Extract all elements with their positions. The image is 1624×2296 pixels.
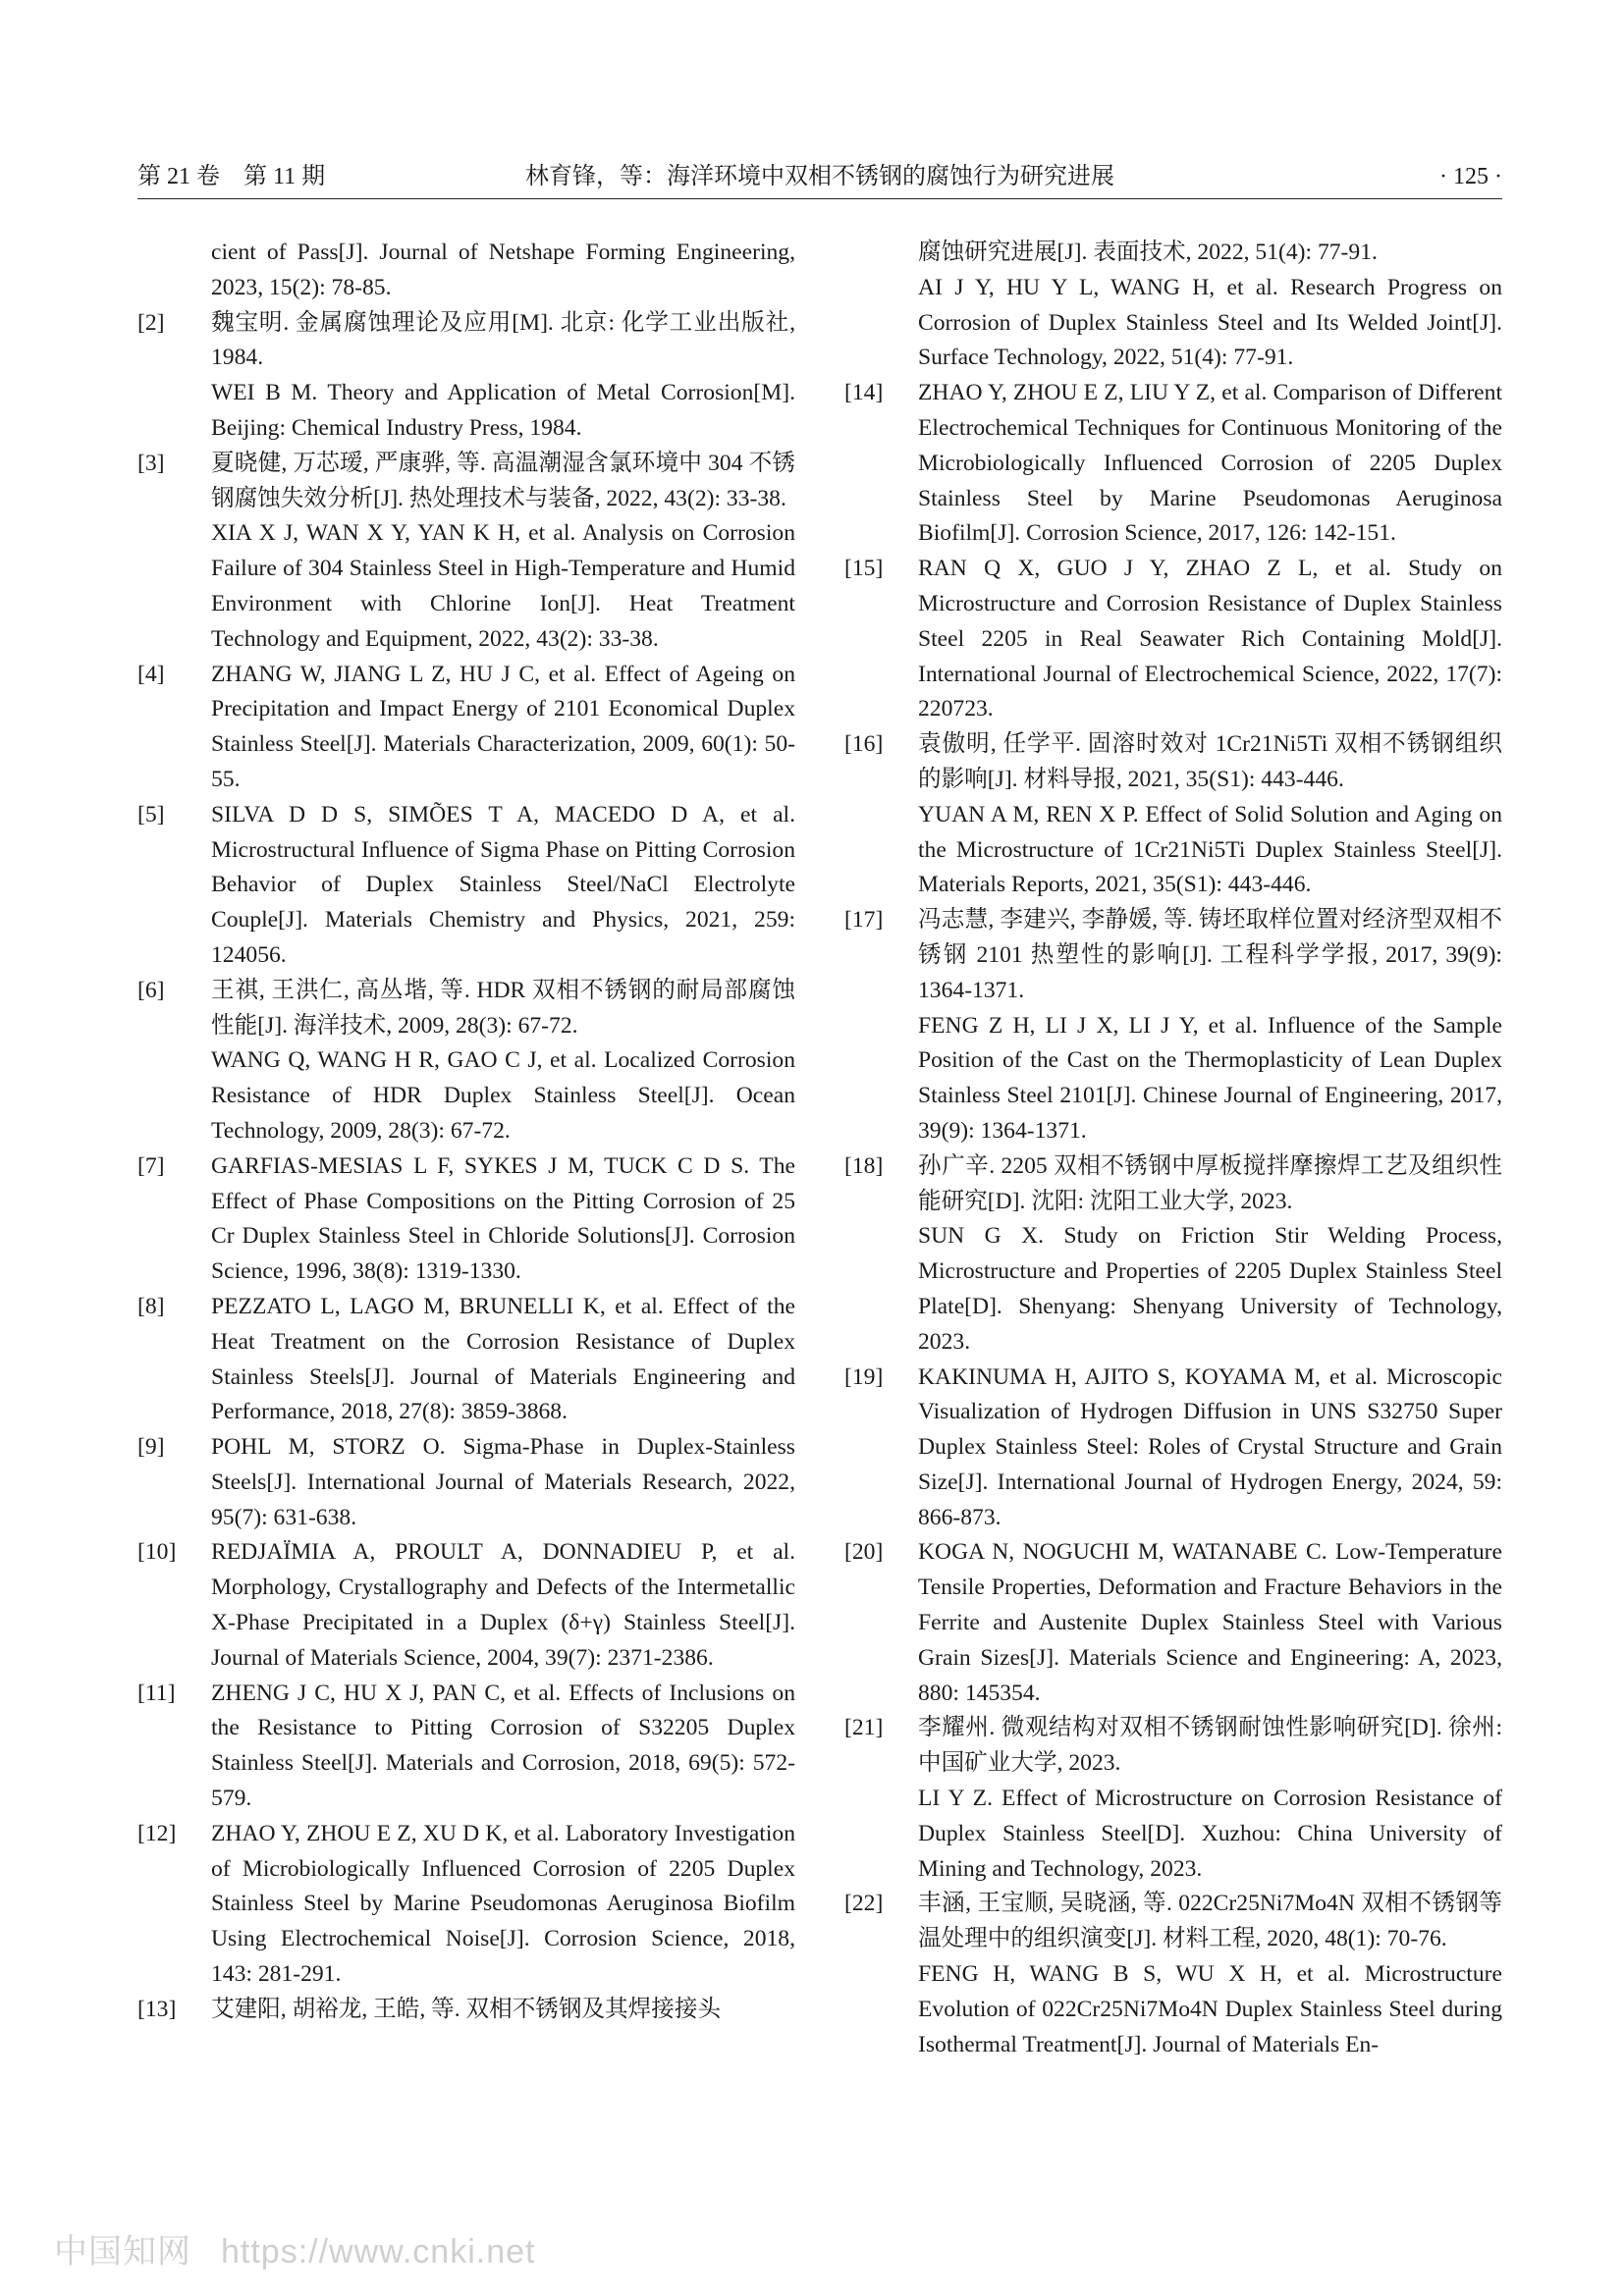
- reference-item: [137, 658, 795, 798]
- reference-number: [14]: [844, 380, 884, 406]
- reference-text: 丰涵, 王宝顺, 吴晓涵, 等. 022Cr25Ni7Mo4N 双相不锈钢等温处理中的组织演变[J]. 材料工程, 2020, 48(1): 70-76.: [918, 1891, 1502, 1952]
- reference-text: WEI B M. Theory and Application of Metal Corrosion[M]. Beijing: Chemical Industry Press, 1984.: [211, 380, 795, 441]
- reference-body: [211, 1430, 795, 1535]
- reference-text: PEZZATO L, LAGO M, BRUNELLI K, et al. Effect of the Heat Treatment on the Corrosion Resistance of Duplex Stainless Steels[J]. Journal of Materials Engineering and Performance, 2018, 27(8): 3859-3868.: [211, 1293, 795, 1425]
- running-title: 林育锋，等：海洋环境中双相不锈钢的腐蚀行为研究进展: [525, 164, 1114, 189]
- reference-body: [211, 1290, 795, 1430]
- reference-body: [211, 974, 795, 1149]
- reference-item: [844, 1711, 1502, 1887]
- reference-item: [844, 1361, 1502, 1536]
- reference-body: [211, 306, 795, 447]
- reference-number: [10]: [137, 1539, 177, 1566]
- reference-text: KAKINUMA H, AJITO S, KOYAMA M, et al. Microscopic Visualization of Hydrogen Diffusion in UNS S32750 Super Duplex Stainless Steel: Roles of Crystal Structure and Grain Size[J]. International Journal of Hydrogen Energy, 2024, 59: 866-873.: [918, 1363, 1502, 1530]
- reference-number: [4]: [137, 661, 165, 687]
- reference-text: 孙广辛. 2205 双相不锈钢中厚板搅拌摩擦焊工艺及组织性能研究[D]. 沈阳: 沈阳工业大学, 2023.: [918, 1152, 1502, 1214]
- reference-number: [2]: [137, 309, 165, 336]
- reference-text: KOGA N, NOGUCHI M, WATANABE C. Low-Temperature Tensile Properties, Deformation and Fracture Behaviors in the Ferrite and Austenite Duplex Stainless Steel with Various Grain Sizes[J]. Materials Science and Engineering: A, 2023, 880: 145354.: [918, 1539, 1502, 1706]
- reference-body: [918, 1711, 1502, 1887]
- reference-list-right: [844, 376, 1502, 2062]
- reference-item: [844, 552, 1502, 727]
- reference-item: [137, 1430, 795, 1535]
- reference-body: [918, 1361, 1502, 1536]
- reference-text: 袁傲明, 任学平. 固溶时效对 1Cr21Ni5Ti 双相不锈钢组织的影响[J]. 材料导报, 2021, 35(S1): 443-446.: [918, 731, 1502, 792]
- reference-text: 腐蚀研究进展[J]. 表面技术, 2022, 51(4): 77-91.: [918, 240, 1378, 265]
- reference-body: [918, 1149, 1502, 1361]
- reference-item: [137, 798, 795, 974]
- watermark-url[interactable]: https://www.cnki.net: [221, 2233, 536, 2270]
- reference-item: [844, 1149, 1502, 1361]
- reference-item: [137, 1149, 795, 1290]
- reference-text: FENG Z H, LI J X, LI J Y, et al. Influence of the Sample Position of the Cast on the Thermoplasticity of Lean Duplex Stainless Steel 2101[J]. Chinese Journal of Engineering, 2017, 39(9): 1364-1371.: [918, 1012, 1502, 1144]
- reference-number: [20]: [844, 1539, 884, 1566]
- reference-text: ZHAO Y, ZHOU E Z, LIU Y Z, et al. Comparison of Different Electrochemical Techniques for Continuous Monitoring of the Microbiologically Influenced Corrosion of 2205 Duplex Stainless Steel by Marine Pseudomonas Aeruginosa Biofilm[J]. Corrosion Science, 2017, 126: 142-151.: [918, 380, 1502, 547]
- reference-body: [211, 658, 795, 798]
- reference-text: 王祺, 王洪仁, 高丛堦, 等. HDR 双相不锈钢的耐局部腐蚀性能[J]. 海洋技术, 2009, 28(3): 67-72.: [211, 977, 795, 1039]
- reference-text: XIA X J, WAN X Y, YAN K H, et al. Analysis on Corrosion Failure of 304 Stainless Steel in High-Temperature and Humid Environment with Chlorine Ion[J]. Heat Treatment Technology and Equipment, 2022, 43(2): 33-38.: [211, 520, 795, 652]
- reference-body: [918, 1535, 1502, 1711]
- reference-number: [8]: [137, 1293, 165, 1319]
- reference-continuation: [844, 236, 1502, 376]
- reference-body: [918, 552, 1502, 727]
- reference-body: [918, 727, 1502, 903]
- reference-number: [7]: [137, 1152, 165, 1179]
- reference-item: [844, 1535, 1502, 1711]
- reference-item: [137, 1817, 795, 1993]
- reference-text: YUAN A M, REN X P. Effect of Solid Solution and Aging on the Microstructure of 1Cr21Ni5Ti Duplex Stainless Steel[J]. Materials Reports, 2021, 35(S1): 443-446.: [918, 801, 1502, 898]
- reference-text: WANG Q, WANG H R, GAO C J, et al. Localized Corrosion Resistance of HDR Duplex Stainless Steel[J]. Ocean Technology, 2009, 28(3): 67-72.: [211, 1047, 795, 1144]
- header-rule: [137, 198, 1502, 199]
- running-header: [137, 157, 1502, 196]
- reference-item: [844, 1887, 1502, 2062]
- reference-text: 李耀州. 微观结构对双相不锈钢耐蚀性影响研究[D]. 徐州: 中国矿业大学, 2023.: [918, 1715, 1502, 1777]
- volume-issue: 第 21 卷 第 11 期: [137, 164, 326, 189]
- reference-number: [11]: [137, 1680, 176, 1706]
- reference-body: [211, 1817, 795, 1993]
- reference-text: RAN Q X, GUO J Y, ZHAO Z L, et al. Study on Microstructure and Corrosion Resistance of Duplex Stainless Steel 2205 in Real Seawater Rich Containing Mold[J]. International Journal of Electrochemical Science, 2022, 17(7): 220723.: [918, 556, 1502, 722]
- reference-body: [918, 903, 1502, 1149]
- reference-item: [137, 306, 795, 447]
- reference-number: [9]: [137, 1434, 165, 1461]
- reference-text: 夏晓健, 万芯瑷, 严康骅, 等. 高温潮湿含氯环境中 304 不锈钢腐蚀失效分析[J]. 热处理技术与装备, 2022, 43(2): 33-38.: [211, 450, 795, 511]
- reference-item: [137, 1290, 795, 1430]
- reference-item: [137, 1535, 795, 1676]
- reference-number: [21]: [844, 1715, 884, 1741]
- reference-number: [22]: [844, 1891, 884, 1917]
- reference-text: POHL M, STORZ O. Sigma-Phase in Duplex-Stainless Steels[J]. International Journal of Materials Research, 2022, 95(7): 631-638.: [211, 1434, 795, 1530]
- reference-list-left: [137, 306, 795, 2028]
- watermark: [54, 2224, 535, 2272]
- reference-text: SILVA D D S, SIMÕES T A, MACEDO D A, et al. Microstructural Influence of Sigma Phase on Pitting Corrosion Behavior of Duplex Stainless Steel/NaCl Electrolyte Couple[J]. Materials Chemistry and Physics, 2021, 259: 124056.: [211, 801, 795, 968]
- reference-item: [137, 447, 795, 658]
- reference-item: [137, 974, 795, 1149]
- reference-body: [918, 1887, 1502, 2062]
- watermark-brand: 中国知网: [54, 2233, 191, 2270]
- reference-item: [137, 1677, 795, 1817]
- reference-text: 冯志慧, 李建兴, 李静媛, 等. 铸坯取样位置对经济型双相不锈钢 2101 热塑性的影响[J]. 工程科学学报, 2017, 39(9): 1364-1371.: [918, 907, 1502, 1003]
- reference-number: [3]: [137, 450, 165, 476]
- reference-number: [19]: [844, 1363, 884, 1390]
- reference-item: [137, 1993, 795, 2028]
- reference-text: AI J Y, HU Y L, WANG H, et al. Research Progress on Corrosion of Duplex Stainless Steel and Its Welded Joint[J]. Surface Technology, 2022, 51(4): 77-91.: [918, 274, 1502, 371]
- reference-body: [211, 1993, 795, 2028]
- reference-text: ZHAO Y, ZHOU E Z, XU D K, et al. Laboratory Investigation of Microbiologically Influenced Corrosion of 2205 Duplex Stainless Steel by Marine Pseudomonas Aeruginosa Biofilm Using Electrochemical Noise[J]. Corrosion Science, 2018, 143: 281-291.: [211, 1820, 795, 1988]
- reference-number: [5]: [137, 801, 165, 828]
- reference-text: 艾建阳, 胡裕龙, 王皓, 等. 双相不锈钢及其焊接接头: [211, 1996, 722, 2022]
- reference-number: [6]: [137, 977, 165, 1003]
- reference-number: [15]: [844, 556, 884, 582]
- reference-text: cient of Pass[J]. Journal of Netshape Forming Engineering, 2023, 15(2): 78-85.: [211, 240, 795, 300]
- reference-body: [211, 1535, 795, 1676]
- reference-text: ZHENG J C, HU X J, PAN C, et al. Effects of Inclusions on the Resistance to Pitting Corrosion of S32205 Duplex Stainless Steel[J]. Materials and Corrosion, 2018, 69(5): 572-579.: [211, 1680, 795, 1812]
- reference-body: [211, 1149, 795, 1290]
- reference-number: [18]: [844, 1152, 884, 1179]
- reference-body: [918, 376, 1502, 552]
- reference-column-right: [844, 236, 1502, 2062]
- reference-text: ZHANG W, JIANG L Z, HU J C, et al. Effect of Ageing on Precipitation and Impact Energy of 2101 Economical Duplex Stainless Steel[J]. Materials Characterization, 2009, 60(1): 50-55.: [211, 661, 795, 792]
- reference-body: [211, 1677, 795, 1817]
- page-number: · 125 ·: [1439, 164, 1502, 189]
- reference-text: REDJAÏMIA A, PROULT A, DONNADIEU P, et al. Morphology, Crystallography and Defects of the Intermetallic X-Phase Precipitated in a Duplex (δ+γ) Stainless Steel[J]. Journal of Materials Science, 2004, 39(7): 2371-2386.: [211, 1539, 795, 1671]
- reference-number: [17]: [844, 907, 884, 934]
- reference-text: 魏宝明. 金属腐蚀理论及应用[M]. 北京: 化学工业出版社, 1984.: [211, 309, 795, 371]
- reference-number: [12]: [137, 1820, 177, 1846]
- reference-text: GARFIAS-MESIAS L F, SYKES J M, TUCK C D S. The Effect of Phase Compositions on the Pitting Corrosion of 25 Cr Duplex Stainless Steel in Chloride Solutions[J]. Corrosion Science, 1996, 38(8): 1319-1330.: [211, 1152, 795, 1285]
- reference-item: [844, 727, 1502, 903]
- reference-continuation: [137, 236, 795, 306]
- reference-text: FENG H, WANG B S, WU X H, et al. Microstructure Evolution of 022Cr25Ni7Mo4N Duplex Stainless Steel during Isothermal Treatment[J]. Journal of Materials En-: [918, 1961, 1502, 2057]
- reference-number: [13]: [137, 1996, 177, 2022]
- reference-number: [16]: [844, 731, 884, 758]
- reference-column-left: [137, 236, 795, 2028]
- reference-text: SUN G X. Study on Friction Stir Welding Process, Microstructure and Properties of 2205 Duplex Stainless Steel Plate[D]. Shenyang: Shenyang University of Technology, 2023.: [918, 1223, 1502, 1355]
- reference-body: [211, 798, 795, 974]
- reference-text: LI Y Z. Effect of Microstructure on Corrosion Resistance of Duplex Stainless Steel[D]. Xuzhou: China University of Mining and Technology, 2023.: [918, 1786, 1502, 1882]
- reference-item: [844, 903, 1502, 1149]
- reference-item: [844, 376, 1502, 552]
- reference-body: [211, 447, 795, 658]
